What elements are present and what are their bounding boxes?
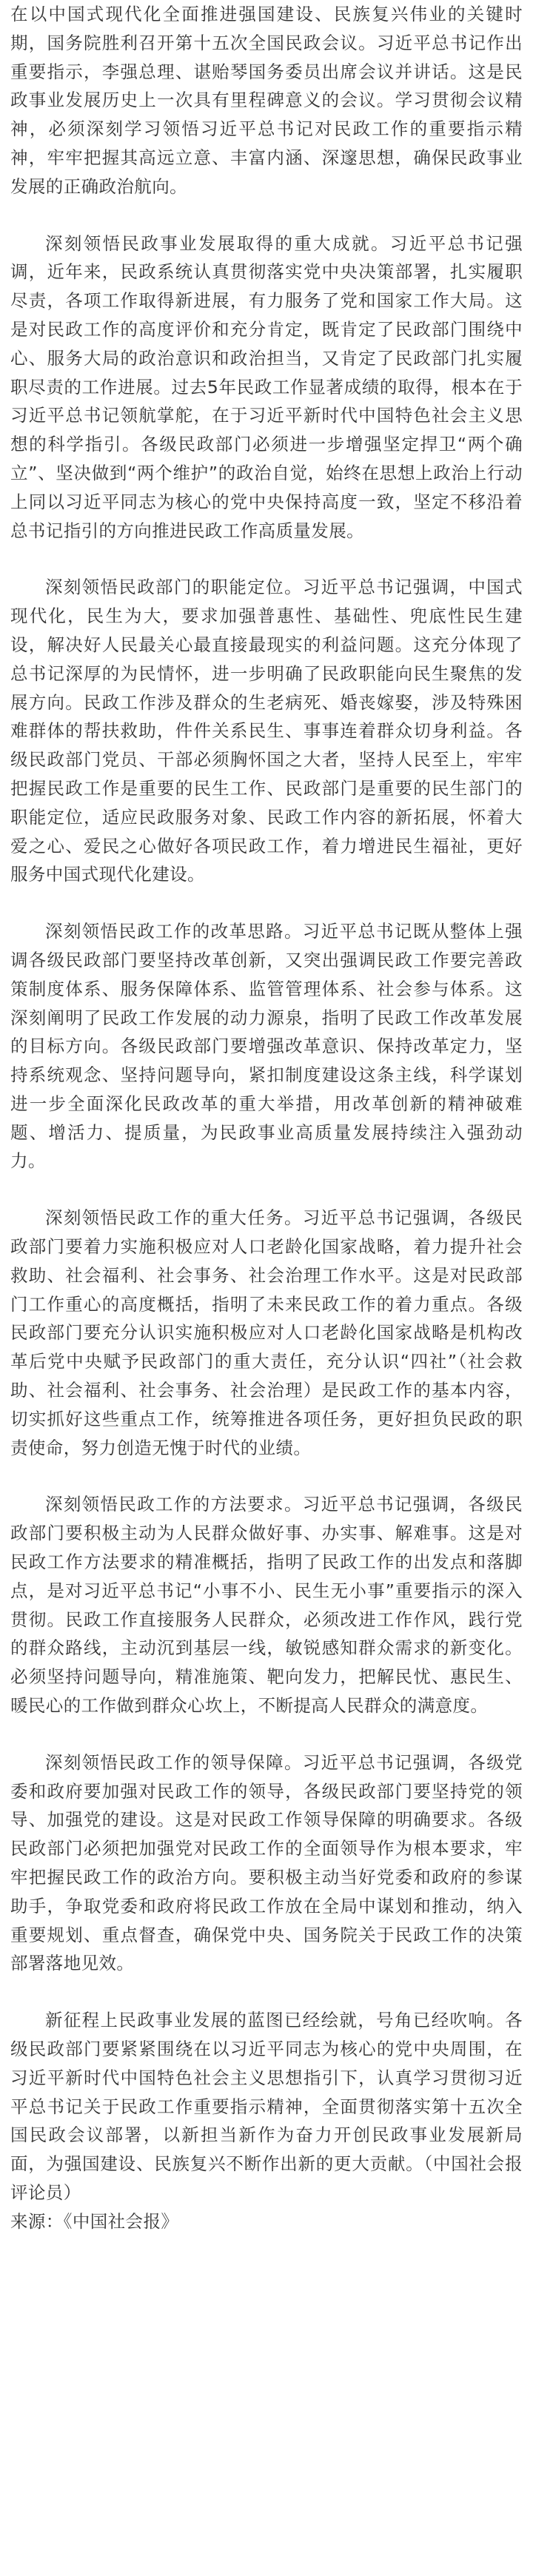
article-paragraph-2: 深刻领悟民政事业发展取得的重大成就。习近平总书记强调，近年来，民政系统认真贯彻落实党中央决策部署，扎实履职尽责，各项工作取得新进展，有力服务了党和国家工作大局。这是对民政工作的高度评价和充分肯定，既肯定了民政部门围绕中心、服务大局的政治意识和政治担当，又肯定了民政部门扎实履职尽责的工作进展。过去5年民政工作显著成绩的取得，根本在于习近平总书记领航掌舵，在于习近平新时代中国特色社会主义思想的科学指引。各级民政部门必须进一步增强坚定捍卫“两个确立”、坚决做到“两个维护”的政治自觉，始终在思想上政治上行动上同以习近平同志为核心的党中央保持高度一致，坚定不移沿着总书记指引的方向推进民政工作高质量发展。 xyxy=(10,232,523,541)
article-paragraph-4: 深刻领悟民政工作的改革思路。习近平总书记既从整体上强调各级民政部门要坚持改革创新，又突出强调民政工作要完善政策制度体系、服务保障体系、监管管理体系、社会参与体系。这深刻阐明了民政工作发展的动力源泉，指明了民政工作改革发展的目标方向。各级民政部门要增强改革意识、保持改革定力，坚持系统观念、坚持问题导向，紧扣制度建设这条主线，科学谋划进一步全面深化民政改革的重大举措，用改革创新的精神破难题、增活力、提质量，为民政事业高质量发展持续注入强劲动力。 xyxy=(10,921,523,1172)
article-paragraph-8: 新征程上民政事业发展的蓝图已经绘就，号角已经吹响。各级民政部门要紧紧围绕在以习近平同志为核心的党中央周围，在习近平新时代中国特色社会主义思想指引下，认真学习贯彻习近平总书记关于民政工作重要指示精神，全面贯彻落实第十五次全国民政会议部署，以新担当新作为奋力开创民政事业发展新局面，为强国建设、民族复兴不断作出新的更大贡献。（中国社会报评论员） xyxy=(10,2010,523,2203)
article-paragraph-1: 在以中国式现代化全面推进强国建设、民族复兴伟业的关键时期，国务院胜利召开第十五次全国民政会议。习近平总书记作出重要指示，李强总理、谌贻琴国务委员出席会议并讲话。这是民政事业发展历史上一次具有里程碑意义的会议。学习贯彻会议精神，必须深刻学习领悟习近平总书记对民政工作的重要指示精神，牢牢把握其高远立意、丰富内涵、深邃思想，确保民政事业发展的正确政治航向。 xyxy=(10,4,523,197)
article-paragraph-5: 深刻领悟民政工作的重大任务。习近平总书记强调，各级民政部门要着力实施积极应对人口老龄化国家战略，着力提升社会救助、社会福利、社会事务、社会治理工作水平。这是对民政部门工作重心的高度概括，指明了未来民政工作的着力重点。各级民政部门要充分认识实施积极应对人口老龄化国家战略是机构改革后党中央赋予民政部门的重大责任，充分认识“四社”（社会救助、社会福利、社会事务、社会治理）是民政工作的基本内容，切实抓好这些重点工作，统筹推进各项任务，更好担负民政的职责使命，努力创造无愧于时代的业绩。 xyxy=(10,1207,523,1458)
article-source: 来源：《中国社会报》 xyxy=(10,2210,179,2232)
article-paragraph-3: 深刻领悟民政部门的职能定位。习近平总书记强调，中国式现代化，民生为大，要求加强普惠性、基础性、兜底性民生建设，解决好人民最关心最直接最现实的利益问题。这充分体现了总书记深厚的为民情怀，进一步明确了民政职能向民生聚焦的发展方向。民政工作涉及群众的生老病死、婚丧嫁娶，涉及特殊困难群体的帮扶救助，件件关系民生、事事连着群众切身利益。各级民政部门党员、干部必须胸怀国之大者，坚持人民至上，牢牢把握民政工作是重要的民生工作、民政部门是重要的民生部门的职能定位，适应民政服务对象、民政工作内容的新拓展，怀着大爱之心、爱民之心做好各项民政工作，着力增进民生福祉，更好服务中国式现代化建设。 xyxy=(10,577,523,885)
article-paragraph-7: 深刻领悟民政工作的领导保障。习近平总书记强调，各级党委和政府要加强对民政工作的领导，各级民政部门要坚持党的领导、加强党的建设。这是对民政工作领导保障的明确要求。各级民政部门必须把加强党对民政工作的全面领导作为根本要求，牢牢把握民政工作的政治方向。要积极主动当好党委和政府的参谋助手，争取党委和政府将民政工作放在全局中谋划和推动，纳入重要规划、重点督查，确保党中央、国务院关于民政工作的决策部署落地见效。 xyxy=(10,1751,523,1974)
article-paragraph-6: 深刻领悟民政工作的方法要求。习近平总书记强调，各级民政部门要积极主动为人民群众做好事、办实事、解难事。这是对民政工作方法要求的精准概括，指明了民政工作的出发点和落脚点，是对习近平总书记“小事不小、民生无小事”重要指示的深入贯彻。民政工作直接服务人民群众，必须改进工作作风，践行党的群众路线，主动沉到基层一线，敏锐感知群众需求的新变化。必须坚持问题导向，精准施策、靶向发力，把解民忧、惠民生、暖民心的工作做到群众心坎上，不断提高人民群众的满意度。 xyxy=(10,1494,523,1717)
